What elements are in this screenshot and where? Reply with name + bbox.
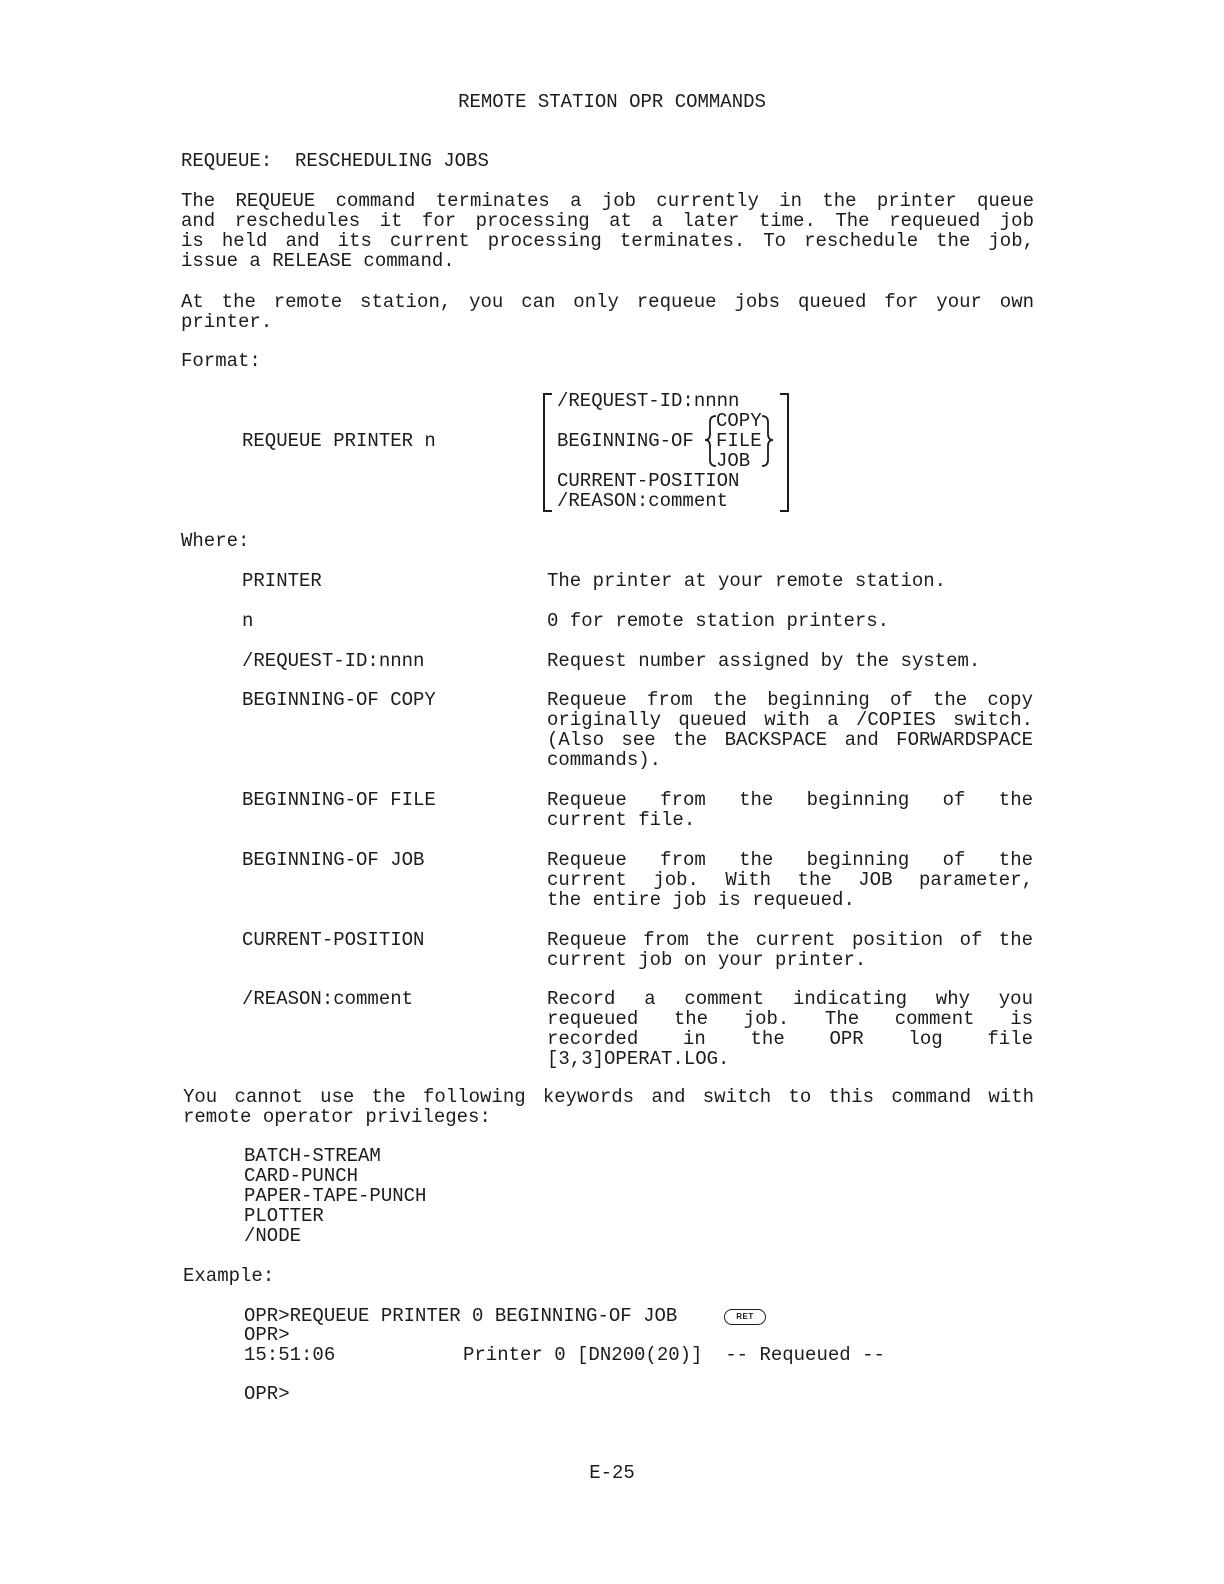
desc-line: 0 for remote station printers. [547,610,890,632]
where-desc [547,690,1033,770]
example-command-line: OPR>REQUEUE PRINTER 0 BEGINNING-OF JOB [244,1305,678,1327]
right-square-bracket [780,394,788,511]
where-term: /REASON:comment [242,988,414,1010]
where-desc [547,850,1033,910]
intro-line: and reschedules it for processing at a later time. The requeued job [181,210,1034,232]
example-final-prompt: OPR> [244,1383,290,1405]
intro-line: The REQUEUE command terminates a job currently in the printer queue [181,190,1034,212]
desc-line: requeued the job. The comment is [547,1008,1033,1030]
where-term: CURRENT-POSITION [242,929,425,951]
option-reason: /REASON:comment [557,490,729,512]
where-term: /REQUEST-ID:nnnn [242,650,425,672]
example-label: Example: [183,1265,275,1287]
where-desc [547,989,1033,1069]
desc-line: current job. With the JOB parameter, [547,869,1033,891]
remote-paragraph [181,292,1034,332]
page-header: REMOTE STATION OPR COMMANDS [458,91,766,113]
where-term: n [242,610,254,632]
example-prompt-line: OPR> [244,1324,290,1346]
restriction-line: remote operator privileges: [183,1106,491,1128]
intro-line: issue a RELEASE command. [181,250,455,272]
restricted-keyword: CARD-PUNCH [244,1165,359,1187]
remote-line: At the remote station, you can only requeue jobs queued for your own [181,291,1034,313]
format-command: REQUEUE PRINTER n [242,430,436,452]
page-number: E-25 [589,1462,635,1484]
restricted-keyword: BATCH-STREAM [244,1145,381,1167]
desc-line: Requeue from the current position of the [547,929,1033,951]
where-term: BEGINNING-OF FILE [242,789,436,811]
option-job: JOB [716,450,751,472]
desc-line: the entire job is requeued. [547,889,855,911]
where-desc [547,611,1033,631]
restricted-keyword: /NODE [244,1225,302,1247]
desc-line: (Also see the BACKSPACE and FORWARDSPACE [547,729,1033,751]
desc-line: current file. [547,809,696,831]
restricted-keyword: PLOTTER [244,1205,324,1227]
where-term: PRINTER [242,570,322,592]
remote-line: printer. [181,311,273,333]
desc-line: originally queued with a /COPIES switch. [547,709,1033,731]
section-title: REQUEUE: RESCHEDULING JOBS [181,150,489,172]
option-request-id: /REQUEST-ID:nnnn [557,390,740,412]
desc-line: Request number assigned by the system. [547,650,981,672]
example-timestamp: 15:51:06 [244,1344,336,1366]
left-square-bracket [544,394,552,511]
option-file: FILE [716,430,762,452]
restricted-keyword: PAPER-TAPE-PUNCH [244,1185,427,1207]
where-term: BEGINNING-OF JOB [242,849,425,871]
option-current-position: CURRENT-POSITION [557,470,740,492]
desc-line: Requeue from the beginning of the copy [547,689,1033,711]
where-desc [547,651,1033,671]
where-desc [547,571,1033,591]
desc-line: The printer at your remote station. [547,570,947,592]
desc-line: Requeue from the beginning of the [547,789,1033,811]
option-beginning-of: BEGINNING-OF [557,430,694,452]
format-label: Format: [181,350,261,372]
where-desc [547,790,1033,830]
restriction-paragraph [183,1087,1034,1127]
intro-line: is held and its current processing terminates. To reschedule the job, [181,230,1034,252]
where-label: Where: [181,530,250,552]
option-copy: COPY [716,410,762,432]
where-term: BEGINNING-OF COPY [242,689,436,711]
example-response-message: Printer 0 [DN200(20)] -- Requeued -- [463,1344,885,1366]
desc-line: current job on your printer. [547,949,867,971]
where-desc [547,930,1033,970]
right-curly-brace [762,416,773,466]
return-key-icon: RET [724,1309,766,1325]
desc-line: Requeue from the beginning of the [547,849,1033,871]
restriction-line: You cannot use the following keywords and switch to this command with [183,1086,1034,1108]
desc-line: [3,3]OPERAT.LOG. [547,1048,730,1070]
desc-line: Record a comment indicating why you [547,988,1033,1010]
intro-paragraph [181,191,1034,271]
desc-line: recorded in the OPR log file [547,1028,1033,1050]
left-curly-brace [705,416,716,466]
desc-line: commands). [547,749,662,771]
